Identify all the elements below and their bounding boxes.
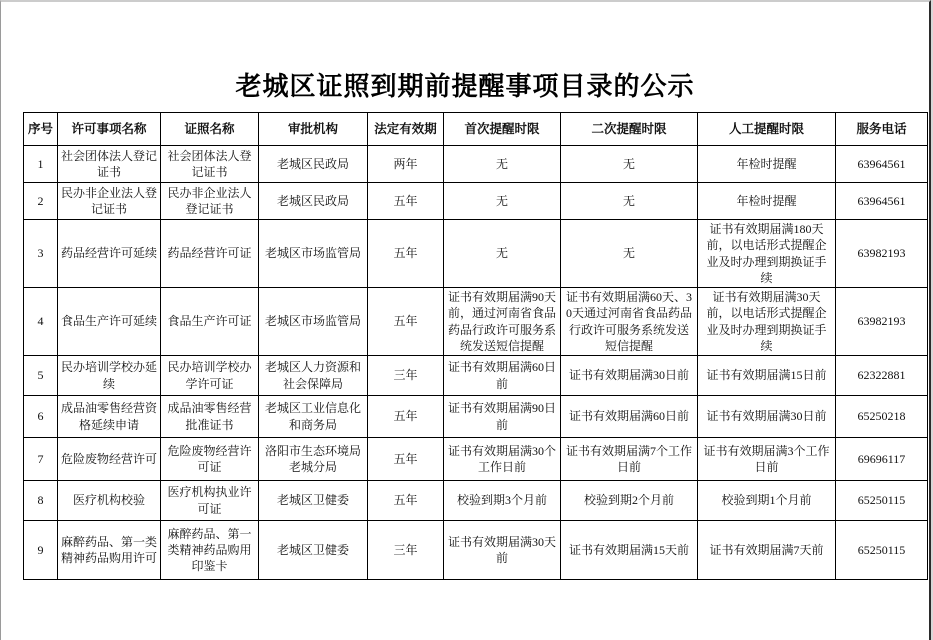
- table-cell: 校验到期1个月前: [698, 481, 836, 521]
- table-header: [24, 113, 928, 146]
- table-cell: 校验到期3个月前: [444, 481, 561, 521]
- table-cell: 年检时提醒: [698, 146, 836, 183]
- table-cell: 社会团体法人登记证书: [58, 146, 161, 183]
- table-cell: 证书有效期届满60天、30天通过河南省食品药品行政许可服务系统发送短信提醒: [561, 288, 698, 356]
- table-cell: 无: [444, 220, 561, 288]
- table-row: [24, 481, 928, 521]
- table-cell: 无: [561, 146, 698, 183]
- cell-service-phone: 65250115: [836, 481, 928, 521]
- table-cell: 证书有效期届满30天前: [444, 521, 561, 580]
- table-cell: 证书有效期届满30日前: [561, 356, 698, 396]
- column-header: 序号: [24, 113, 58, 146]
- table-cell: 证书有效期届满30个工作日前: [444, 438, 561, 481]
- table-cell: 老城区民政局: [259, 183, 368, 220]
- page-title: 老城区证照到期前提醒事项目录的公示: [235, 72, 695, 101]
- table-cell: 食品生产许可证: [161, 288, 259, 356]
- cell-index: 9: [24, 521, 58, 580]
- cell-service-phone: 63964561: [836, 146, 928, 183]
- table-cell: 民办培训学校办学许可证: [161, 356, 259, 396]
- table-cell: 证书有效期届满7个工作日前: [561, 438, 698, 481]
- table-cell: 食品生产许可延续: [58, 288, 161, 356]
- table-cell: 证书有效期届满15天前: [561, 521, 698, 580]
- table-cell: 麻醉药品、第一类精神药品购用印鉴卡: [161, 521, 259, 580]
- table-cell: 证书有效期届满30天前，以电话形式提醒企业及时办理到期换证手续: [698, 288, 836, 356]
- cell-index: 2: [24, 183, 58, 220]
- table-cell: 证书有效期届满3个工作日前: [698, 438, 836, 481]
- cell-index: 4: [24, 288, 58, 356]
- table-cell: 证书有效期届满180天前，以电话形式提醒企业及时办理到期换证手续: [698, 220, 836, 288]
- table-cell: 五年: [368, 183, 444, 220]
- column-header: 审批机构: [259, 113, 368, 146]
- table-cell: 无: [561, 220, 698, 288]
- cell-index: 5: [24, 356, 58, 396]
- table-cell: 洛阳市生态环境局老城分局: [259, 438, 368, 481]
- table-cell: 麻醉药品、第一类精神药品购用许可: [58, 521, 161, 580]
- cell-service-phone: 65250115: [836, 521, 928, 580]
- table-cell: 民办非企业法人登记证书: [161, 183, 259, 220]
- table-row: [24, 146, 928, 183]
- table-row: [24, 521, 928, 580]
- table-cell: 证书有效期届满90日前: [444, 396, 561, 438]
- table-cell: 社会团体法人登记证书: [161, 146, 259, 183]
- column-header: 服务电话: [836, 113, 928, 146]
- cell-index: 8: [24, 481, 58, 521]
- table-cell: 校验到期2个月前: [561, 481, 698, 521]
- cell-service-phone: 62322881: [836, 356, 928, 396]
- table-cell: 老城区卫健委: [259, 481, 368, 521]
- table-cell: 成品油零售经营批准证书: [161, 396, 259, 438]
- cell-index: 3: [24, 220, 58, 288]
- cell-index: 1: [24, 146, 58, 183]
- table-cell: 五年: [368, 438, 444, 481]
- table-cell: 证书有效期届满60日前: [561, 396, 698, 438]
- table-header-row: [24, 113, 928, 146]
- table-cell: 无: [444, 183, 561, 220]
- table-cell: 老城区卫健委: [259, 521, 368, 580]
- cell-service-phone: 69696117: [836, 438, 928, 481]
- table-row: [24, 220, 928, 288]
- table-cell: 无: [561, 183, 698, 220]
- table-cell: 老城区市场监管局: [259, 220, 368, 288]
- column-header: 法定有效期: [368, 113, 444, 146]
- column-header: 许可事项名称: [58, 113, 161, 146]
- table-cell: 证书有效期届满60日前: [444, 356, 561, 396]
- table-cell: 老城区工业信息化和商务局: [259, 396, 368, 438]
- table-cell: 五年: [368, 288, 444, 356]
- notice-table: [23, 112, 928, 580]
- table-cell: 成品油零售经营资格延续申请: [58, 396, 161, 438]
- table-cell: 药品经营许可证: [161, 220, 259, 288]
- table-cell: 五年: [368, 481, 444, 521]
- table-cell: 老城区市场监管局: [259, 288, 368, 356]
- table-cell: 危险废物经营许可证: [161, 438, 259, 481]
- table-cell: 医疗机构执业许可证: [161, 481, 259, 521]
- cell-service-phone: 63982193: [836, 220, 928, 288]
- table-row: [24, 356, 928, 396]
- table-cell: 民办培训学校办延续: [58, 356, 161, 396]
- column-header: 二次提醒时限: [561, 113, 698, 146]
- column-header: 人工提醒时限: [698, 113, 836, 146]
- table-row: [24, 183, 928, 220]
- table-cell: 药品经营许可延续: [58, 220, 161, 288]
- cell-service-phone: 65250218: [836, 396, 928, 438]
- table-cell: 证书有效期届满7天前: [698, 521, 836, 580]
- table-cell: 民办非企业法人登记证书: [58, 183, 161, 220]
- cell-index: 7: [24, 438, 58, 481]
- column-header: 首次提醒时限: [444, 113, 561, 146]
- table-cell: 年检时提醒: [698, 183, 836, 220]
- table-cell: 危险废物经营许可: [58, 438, 161, 481]
- cell-service-phone: 63982193: [836, 288, 928, 356]
- table-cell: 证书有效期届满30日前: [698, 396, 836, 438]
- table-cell: 证书有效期届满15日前: [698, 356, 836, 396]
- cell-service-phone: 63964561: [836, 183, 928, 220]
- table-cell: 证书有效期届满90天前，通过河南省食品药品行政许可服务系统发送短信提醒: [444, 288, 561, 356]
- table-row: [24, 396, 928, 438]
- table-cell: 医疗机构校验: [58, 481, 161, 521]
- table-cell: 老城区民政局: [259, 146, 368, 183]
- column-header: 证照名称: [161, 113, 259, 146]
- table-row: [24, 438, 928, 481]
- cell-index: 6: [24, 396, 58, 438]
- table-cell: 五年: [368, 396, 444, 438]
- table-cell: 三年: [368, 356, 444, 396]
- table-cell: 老城区人力资源和社会保障局: [259, 356, 368, 396]
- table-cell: 无: [444, 146, 561, 183]
- table-cell: 三年: [368, 521, 444, 580]
- table-body: [24, 146, 928, 580]
- table-cell: 五年: [368, 220, 444, 288]
- table-cell: 两年: [368, 146, 444, 183]
- table-row: [24, 288, 928, 356]
